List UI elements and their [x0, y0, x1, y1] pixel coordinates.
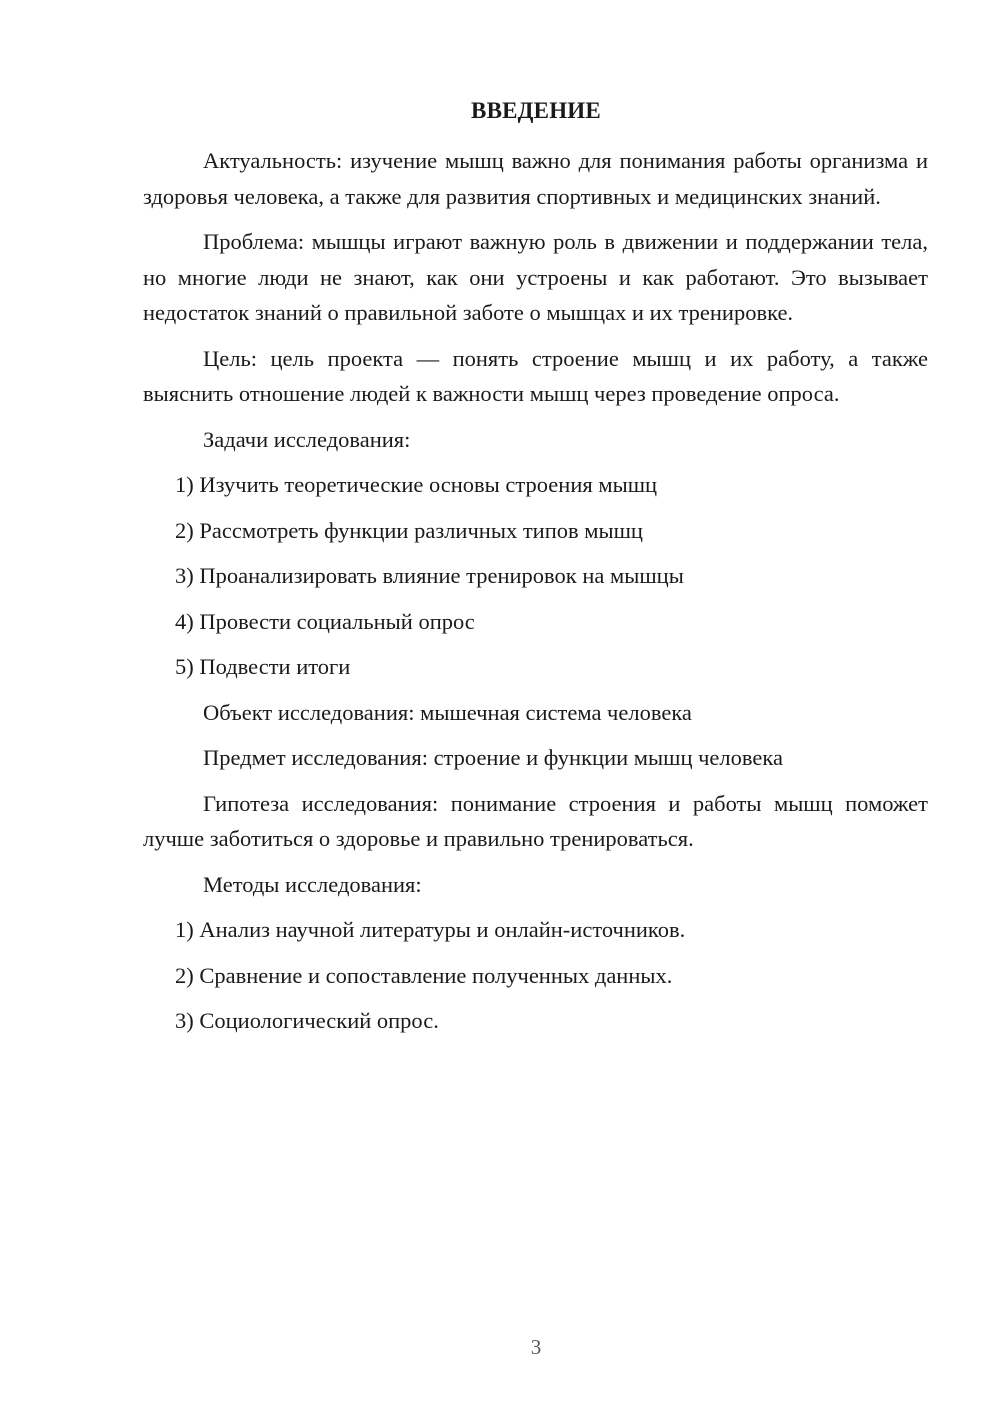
document-body: [143, 143, 928, 1049]
paragraph-goal: Цель: цель проекта — понять строение мышц и их работу, а также выяснить отношение людей к важности мышц через проведение опроса.: [143, 345, 928, 406]
paragraph-relevance: Актуальность: изучение мышц важно для понимания работы организма и здоровья человека, а также для развития спортивных и медицинских знаний.: [143, 148, 928, 209]
task-item-5: 5) Подвести итоги: [175, 654, 351, 679]
paragraph-problem: Проблема: мышцы играют важную роль в движении и поддержании тела, но многие люди не знают, как они устроены и как работают. Это вызывает недостаток знаний о правильной заботе о мышцах и их тренировке.: [143, 229, 928, 325]
research-subject: Предмет исследования: строение и функции мышц человека: [203, 745, 783, 770]
task-item-1: 1) Изучить теоретические основы строения мышц: [175, 472, 658, 497]
method-item-3: 3) Социологический опрос.: [175, 1008, 439, 1033]
methods-title: Методы исследования:: [203, 871, 422, 897]
tasks-title: Задачи исследования:: [203, 426, 411, 452]
task-item-4: 4) Провести социальный опрос: [175, 608, 475, 634]
method-item-2: 2) Сравнение и сопоставление полученных данных.: [175, 962, 673, 988]
task-item-2: 2) Рассмотреть функции различных типов мышц: [175, 517, 643, 543]
task-item-3: 3) Проанализировать влияние тренировок на мышцы: [175, 563, 684, 588]
method-item-1: 1) Анализ научной литературы и онлайн-источников.: [175, 917, 686, 942]
page-title: ВВЕДЕНИЕ: [471, 98, 601, 123]
page-number: 3: [530, 1335, 542, 1359]
paragraph-hypothesis: Гипотеза исследования: понимание строения и работы мышц поможет лучше заботиться о здоровье и правильно тренироваться.: [143, 790, 928, 851]
research-object: Объект исследования: мышечная система человека: [203, 699, 692, 725]
